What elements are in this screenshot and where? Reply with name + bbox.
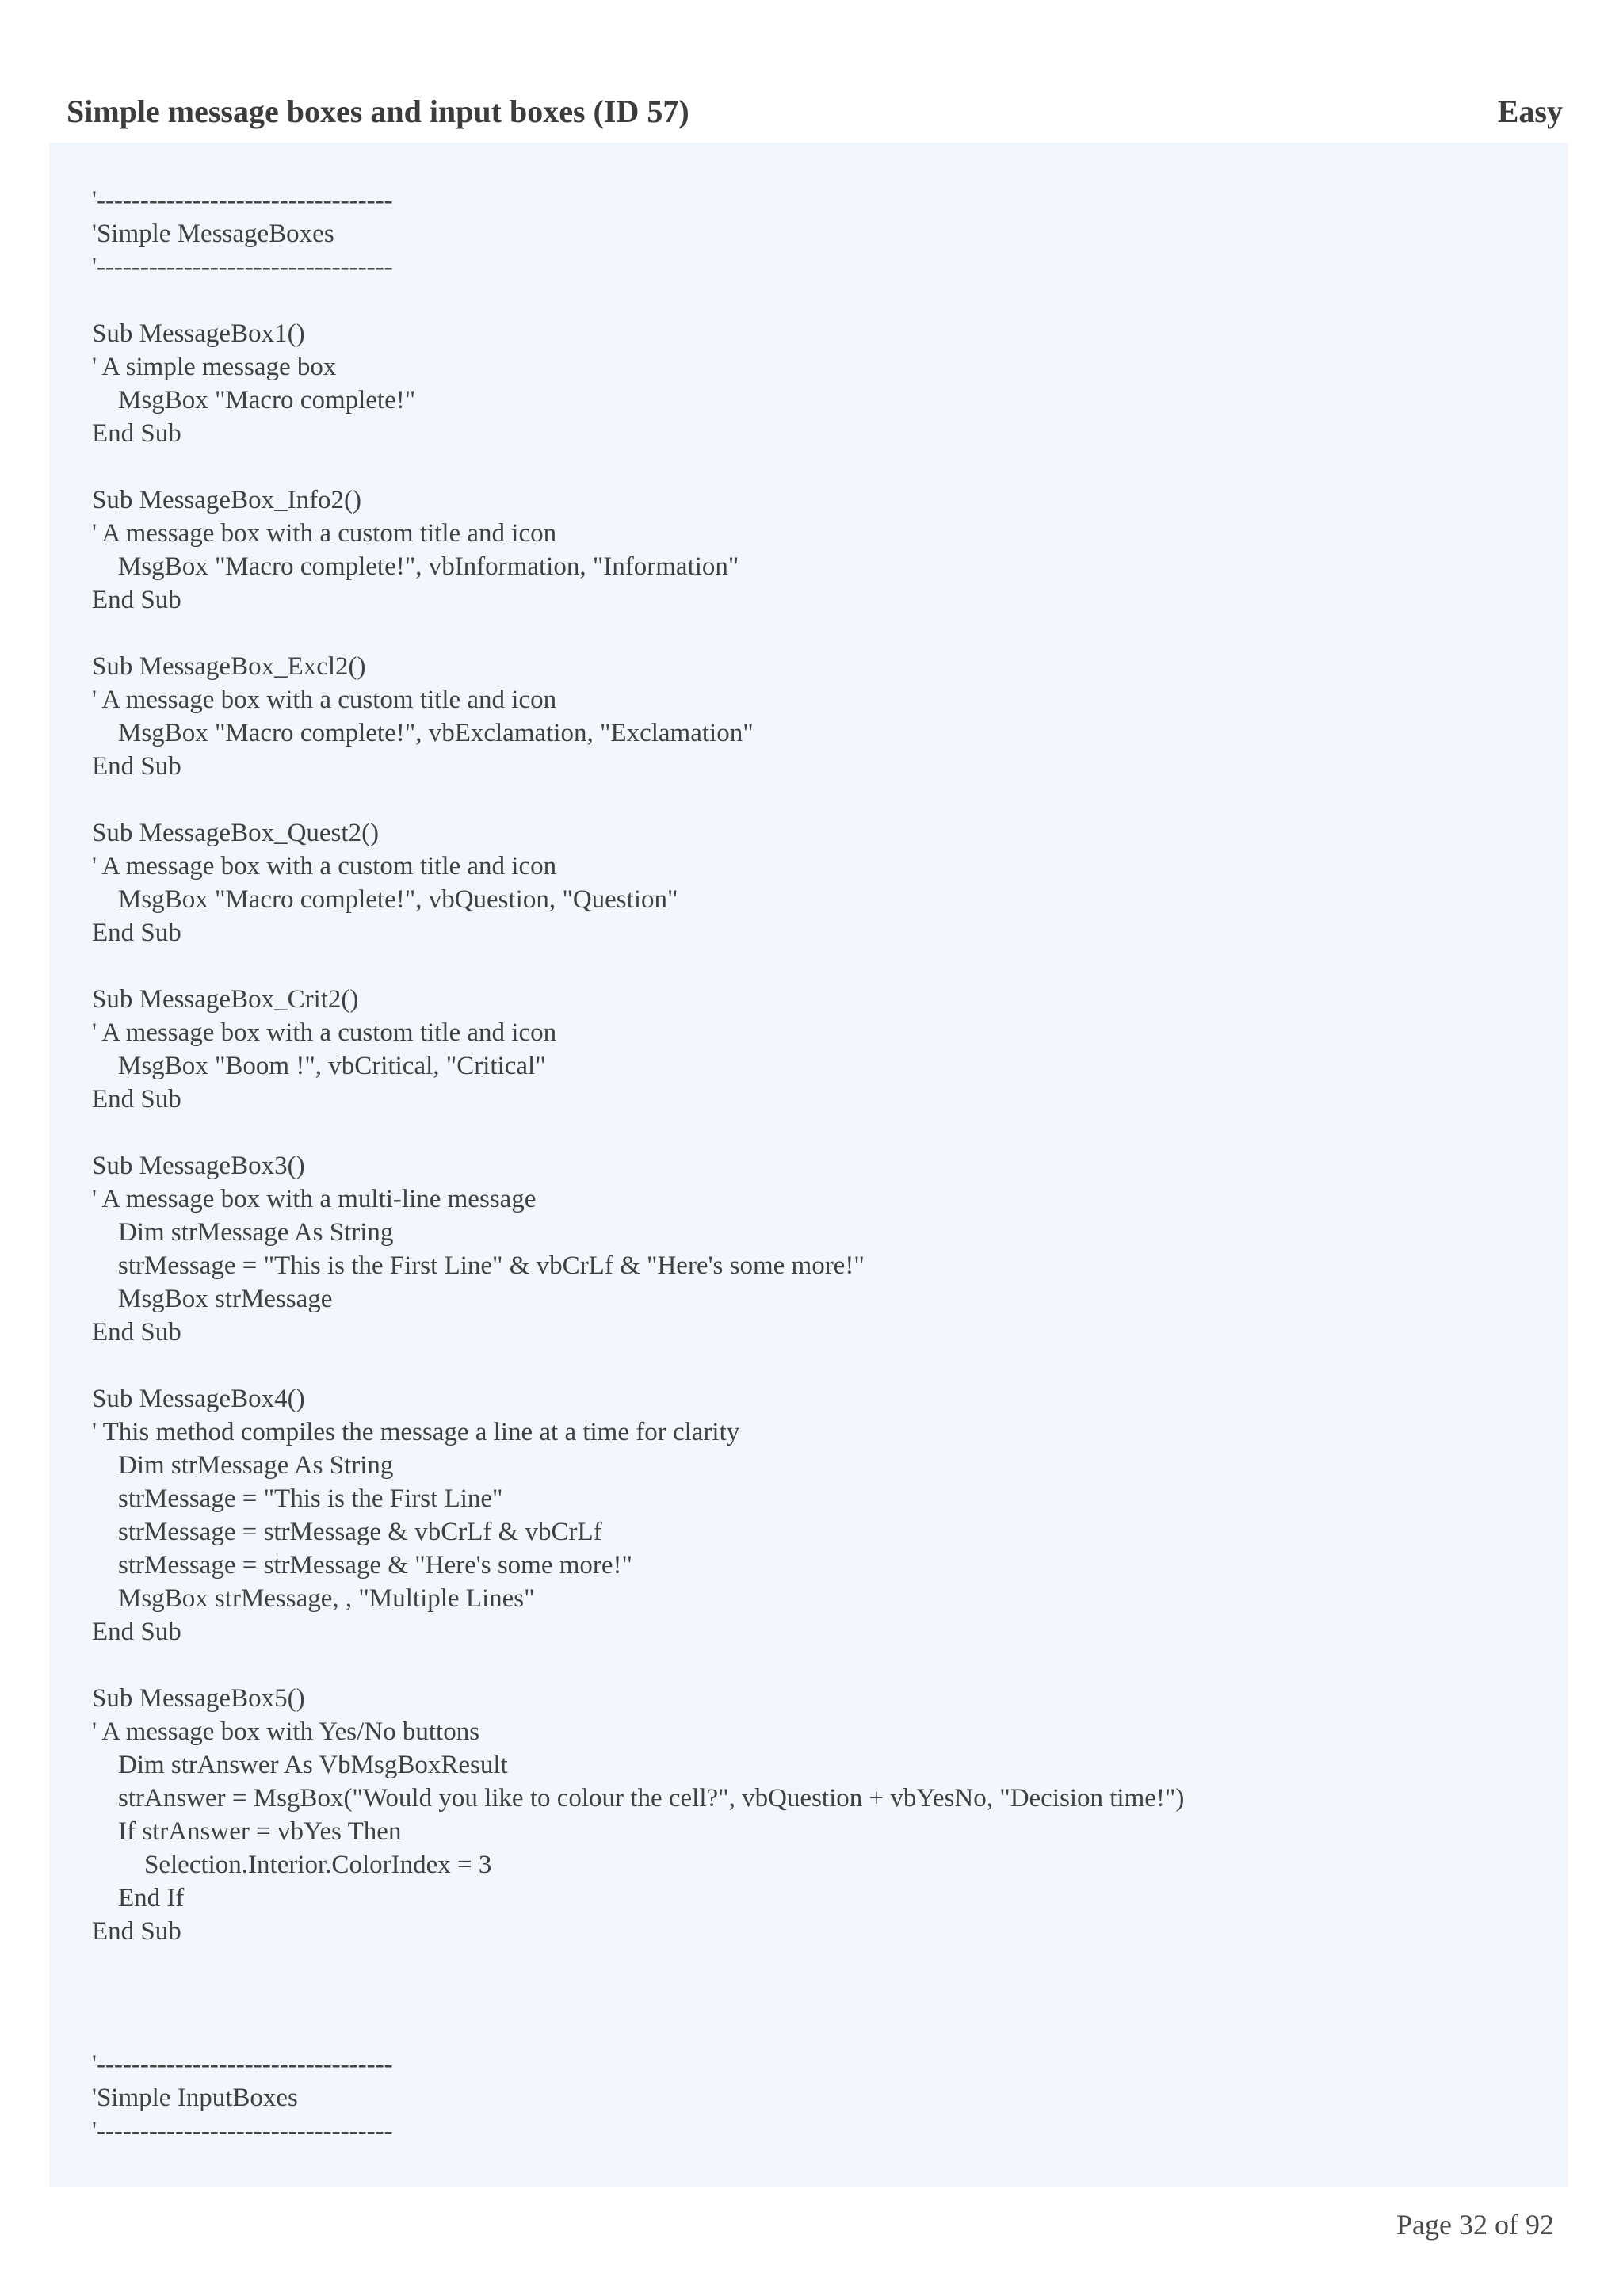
code-line: End Sub — [92, 586, 181, 614]
code-line: strAnswer = MsgBox("Would you like to colour the cell?", vbQuestion + vbYesNo, "Decision time!") — [92, 1784, 1185, 1813]
code-line: ' A message box with a custom title and icon — [92, 852, 557, 881]
code-line: Sub MessageBox4() — [92, 1385, 305, 1413]
code-line: strMessage = strMessage & "Here's some more!" — [92, 1551, 633, 1580]
code-line: MsgBox "Macro complete!" — [92, 386, 416, 415]
code-line: MsgBox "Macro complete!", vbQuestion, "Question" — [92, 885, 678, 914]
code-line: MsgBox strMessage, , "Multiple Lines" — [92, 1584, 535, 1613]
page-title: Simple message boxes and input boxes (ID 57) — [67, 93, 689, 129]
code-line: ' A message box with Yes/No buttons — [92, 1717, 480, 1746]
code-line: strMessage = "This is the First Line" & vbCrLf & "Here's some more!" — [92, 1251, 865, 1280]
code-line — [92, 1116, 1184, 1149]
code-line: Dim strMessage As String — [92, 1218, 394, 1247]
code-line: Sub MessageBox5() — [92, 1684, 305, 1713]
code-line: '---------------------------------- — [92, 253, 393, 281]
code-line: MsgBox "Boom !", vbCritical, "Critical" — [92, 1052, 546, 1080]
code-line — [92, 1349, 1184, 1382]
code-line: MsgBox "Macro complete!", vbInformation, "Information" — [92, 552, 739, 581]
code-line — [92, 617, 1184, 650]
code-line: End Sub — [92, 752, 181, 781]
code-line: 'Simple InputBoxes — [92, 2084, 298, 2112]
code-line — [92, 783, 1184, 816]
code-line — [92, 284, 1184, 317]
code-line: End Sub — [92, 1917, 181, 1946]
code-panel — [49, 143, 1568, 2187]
difficulty-label: Easy — [1497, 93, 1563, 129]
page-number: Page 32 of 92 — [1396, 2209, 1554, 2241]
code-line: Sub MessageBox_Excl2() — [92, 652, 366, 681]
code-line: End Sub — [92, 1085, 181, 1114]
code-line: End Sub — [92, 419, 181, 448]
code-line — [92, 1648, 1184, 1682]
code-line: MsgBox "Macro complete!", vbExclamation, "Exclamation" — [92, 719, 754, 747]
code-line: Dim strMessage As String — [92, 1451, 394, 1480]
code-line: End Sub — [92, 919, 181, 947]
code-line: ' A message box with a custom title and icon — [92, 1018, 557, 1047]
code-line: Sub MessageBox_Quest2() — [92, 819, 380, 847]
code-line: If strAnswer = vbYes Then — [92, 1817, 402, 1846]
code-line: Sub MessageBox3() — [92, 1152, 305, 1180]
code-line: End Sub — [92, 1618, 181, 1646]
code-line: '---------------------------------- — [92, 2117, 393, 2145]
code-line: Sub MessageBox_Crit2() — [92, 985, 359, 1014]
code-line: strMessage = strMessage & vbCrLf & vbCrLf — [92, 1518, 602, 1546]
code-line — [92, 949, 1184, 983]
code-line: Sub MessageBox_Info2() — [92, 486, 362, 514]
code-line — [92, 1948, 1184, 1981]
code-line: ' A message box with a custom title and icon — [92, 686, 557, 714]
code-line: Sub MessageBox1() — [92, 319, 305, 348]
code-line: 'Simple MessageBoxes — [92, 220, 334, 248]
code-line: Selection.Interior.ColorIndex = 3 — [92, 1851, 492, 1879]
code-line: Dim strAnswer As VbMsgBoxResult — [92, 1751, 508, 1779]
code-line: '---------------------------------- — [92, 2050, 393, 2079]
page-header — [67, 86, 1563, 136]
code-line: ' A message box with a custom title and icon — [92, 519, 557, 548]
code-line: ' A message box with a multi-line message — [92, 1185, 537, 1213]
code-line: MsgBox strMessage — [92, 1285, 333, 1313]
code-line — [92, 1981, 1184, 2015]
code-line: End Sub — [92, 1318, 181, 1347]
code-line: strMessage = "This is the First Line" — [92, 1484, 503, 1513]
code-line: End If — [92, 1884, 185, 1912]
code-block — [92, 184, 1184, 2148]
code-line: ' A simple message box — [92, 353, 337, 381]
code-line: ' This method compiles the message a line at a time for clarity — [92, 1418, 740, 1446]
code-line: '---------------------------------- — [92, 186, 393, 215]
code-line — [92, 2015, 1184, 2048]
code-line — [92, 450, 1184, 483]
